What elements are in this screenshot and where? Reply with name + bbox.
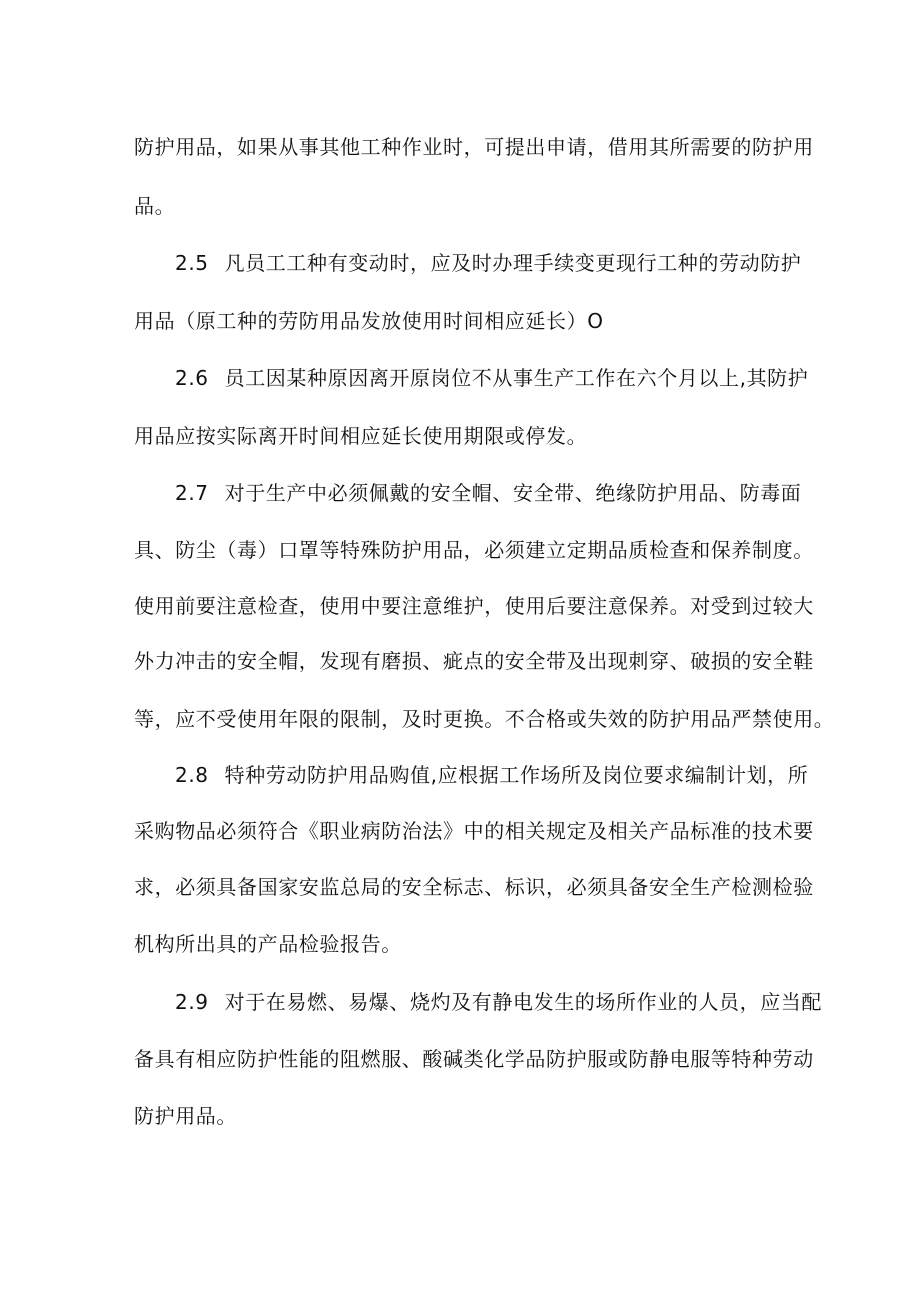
clause-2-5 <box>175 250 801 276</box>
text-line: 用品（原工种的劳防用品发放使用时间相应延长）O <box>134 309 604 333</box>
clause-2-7 <box>175 480 801 506</box>
text-line: 凡员工工种有变动时，应及时办理手续变更现行工种的劳动防护 <box>224 251 802 275</box>
clause-number: 2.7 <box>175 481 209 505</box>
text-line: 防护用品，如果从事其他工种作业时，可提出申请，借用其所需要的防护用 <box>134 135 814 159</box>
text-line: 特种劳动防护用品购值,应根据工作场所及岗位要求编制计划，所 <box>224 763 809 787</box>
clause-number: 2.9 <box>175 990 209 1014</box>
clause-2-8 <box>175 762 808 788</box>
text-line: 品。 <box>134 194 176 218</box>
clause-2-6 <box>175 365 808 391</box>
text-line: 具、防尘（毒）口罩等特殊防护用品，必须建立定期品质检查和保养制度。 <box>134 538 814 562</box>
clause-2-9 <box>175 989 822 1015</box>
text-line: 采购物品必须符合《职业病防治法》中的相关规定及相关产品标准的技术要 <box>134 819 814 843</box>
text-line: 对于生产中必须佩戴的安全帽、安全带、绝缘防护用品、防毒面 <box>224 481 802 505</box>
text-line: 员工因某种原因离开原岗位不从事生产工作在六个月以上,其防护 <box>224 366 809 390</box>
text-line: 备具有相应防护性能的阻燃服、酸碱类化学品防护服或防静电服等特种劳动 <box>134 1047 814 1071</box>
text-line: 求，必须具备国家安监总局的安全标志、标识，必须具备安全生产检测检验 <box>134 875 814 899</box>
text-line: 用品应按实际离开时间相应延长使用期限或停发。 <box>134 424 588 448</box>
text-line: 使用前要注意检查，使用中要注意维护，使用后要注意保养。对受到过较大 <box>134 594 814 618</box>
text-line: 等，应不受使用年限的限制，及时更换。不合格或失效的防护用品严禁使用。 <box>134 707 835 731</box>
text-line: 外力冲击的安全帽，发现有磨损、疵点的安全带及出现刺穿、破损的安全鞋 <box>134 649 814 673</box>
text-line: 机构所出具的产品检验报告。 <box>134 932 402 956</box>
clause-number: 2.6 <box>175 366 209 390</box>
clause-number: 2.5 <box>175 251 209 275</box>
text-line: 对于在易燃、易爆、烧灼及有静电发生的场所作业的人员，应当配 <box>224 990 823 1014</box>
clause-number: 2.8 <box>175 763 209 787</box>
text-line: 防护用品。 <box>134 1104 237 1128</box>
